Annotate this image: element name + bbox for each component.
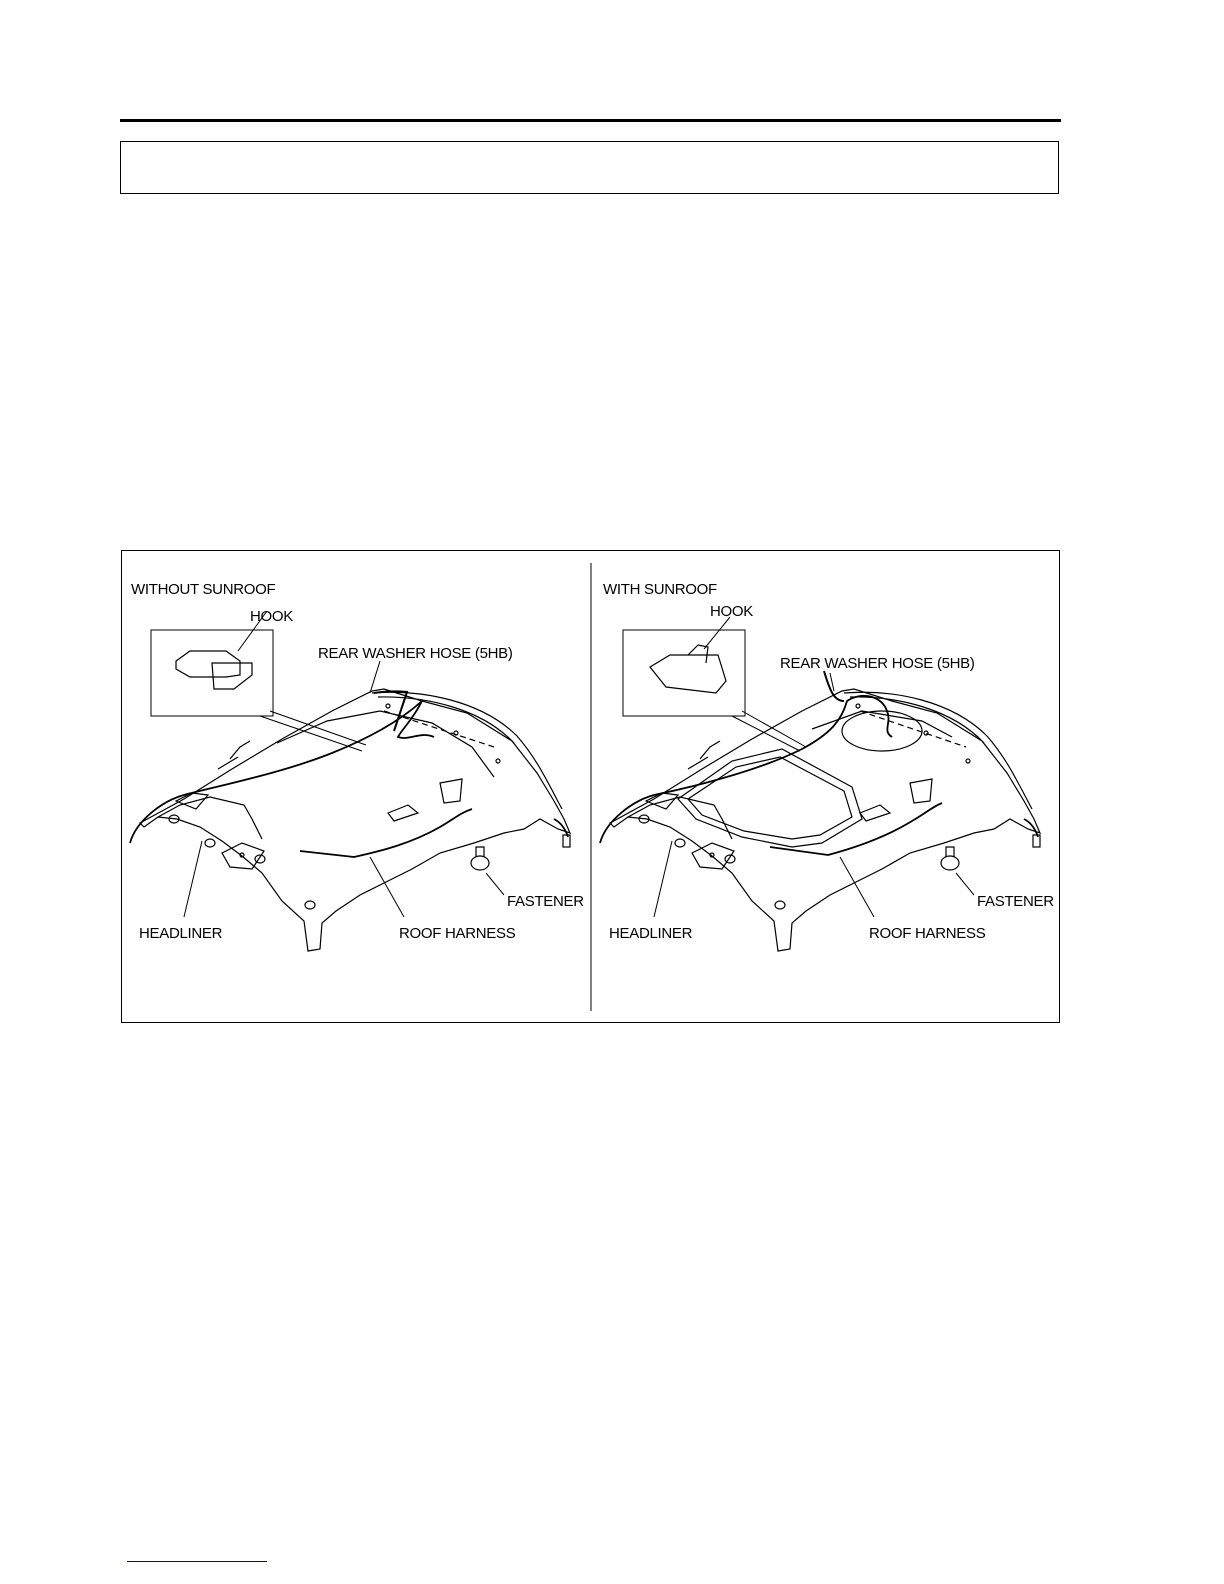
left-hole-4 bbox=[305, 901, 315, 909]
left-connector bbox=[563, 835, 570, 847]
left-visor-side bbox=[218, 741, 250, 769]
right-rear-washer-hose bbox=[824, 671, 844, 701]
right-connector bbox=[1033, 835, 1040, 847]
left-fastener-leader bbox=[486, 873, 504, 895]
right-map-light-pin bbox=[710, 853, 714, 857]
left-hook-part bbox=[176, 651, 240, 677]
right-hook-leader bbox=[732, 716, 800, 751]
right-panel-title: WITH SUNROOF bbox=[603, 581, 717, 598]
headliner-diagram bbox=[122, 551, 1061, 1024]
left-label-roof-harness: ROOF HARNESS bbox=[399, 925, 516, 942]
left-panel bbox=[130, 611, 570, 951]
left-headliner-leader bbox=[184, 841, 202, 917]
left-hook-inset-box bbox=[151, 630, 273, 716]
left-fastener-part bbox=[471, 856, 489, 870]
right-label-hook: HOOK bbox=[710, 603, 753, 620]
right-hook-inset-box bbox=[623, 630, 745, 716]
left-hook-leader bbox=[260, 716, 362, 751]
left-pin-1 bbox=[386, 704, 390, 708]
right-label-headliner: HEADLINER bbox=[609, 925, 693, 942]
left-rear-section bbox=[277, 711, 494, 777]
left-rear-pillar-clip bbox=[440, 779, 462, 803]
right-rear-recess bbox=[842, 711, 922, 751]
left-label-fastener: FASTENER bbox=[507, 893, 584, 910]
right-rear-pillar-clip bbox=[910, 779, 932, 803]
left-hole-2 bbox=[205, 839, 215, 847]
right-roof-harness bbox=[600, 696, 892, 843]
right-label-fastener: FASTENER bbox=[977, 893, 1054, 910]
right-pin-2 bbox=[924, 731, 928, 735]
right-rear-handle bbox=[860, 805, 890, 821]
top-rule bbox=[120, 119, 1061, 122]
left-headliner-outline bbox=[140, 689, 570, 951]
right-hook-leader-2 bbox=[742, 711, 806, 747]
left-roof-harness bbox=[130, 701, 434, 843]
right-fastener-part bbox=[941, 856, 959, 870]
left-hose-label-leader bbox=[370, 661, 380, 693]
right-headliner-leader bbox=[654, 841, 672, 917]
right-hook-part bbox=[650, 655, 726, 693]
left-pin-2 bbox=[454, 731, 458, 735]
right-roof-harness-front bbox=[770, 803, 942, 855]
left-roof-harness-front bbox=[300, 809, 472, 857]
left-rear-handle bbox=[388, 805, 418, 821]
bottom-link-underline[interactable] bbox=[127, 1561, 267, 1562]
figure-box bbox=[121, 550, 1060, 1023]
left-label-rear-washer-hose: REAR WASHER HOSE (5HB) bbox=[318, 645, 513, 662]
right-pin-3 bbox=[966, 759, 970, 763]
right-visor-side bbox=[688, 741, 720, 769]
left-pin-3 bbox=[496, 759, 500, 763]
right-hook-label-leader bbox=[704, 617, 730, 649]
right-hole-4 bbox=[775, 901, 785, 909]
right-label-rear-washer-hose: REAR WASHER HOSE (5HB) bbox=[780, 655, 975, 672]
header-box bbox=[120, 141, 1059, 194]
right-label-roof-harness: ROOF HARNESS bbox=[869, 925, 986, 942]
right-dashed-line bbox=[860, 711, 966, 747]
right-rear-section bbox=[812, 711, 952, 737]
left-label-headliner: HEADLINER bbox=[139, 925, 223, 942]
right-sunroof-inner bbox=[688, 757, 852, 839]
right-hole-2 bbox=[675, 839, 685, 847]
left-label-hook: HOOK bbox=[250, 608, 293, 625]
right-fastener-leader bbox=[956, 873, 974, 895]
right-pin-1 bbox=[856, 704, 860, 708]
right-headliner-outline bbox=[610, 689, 1040, 951]
left-panel-title: WITHOUT SUNROOF bbox=[131, 581, 276, 598]
